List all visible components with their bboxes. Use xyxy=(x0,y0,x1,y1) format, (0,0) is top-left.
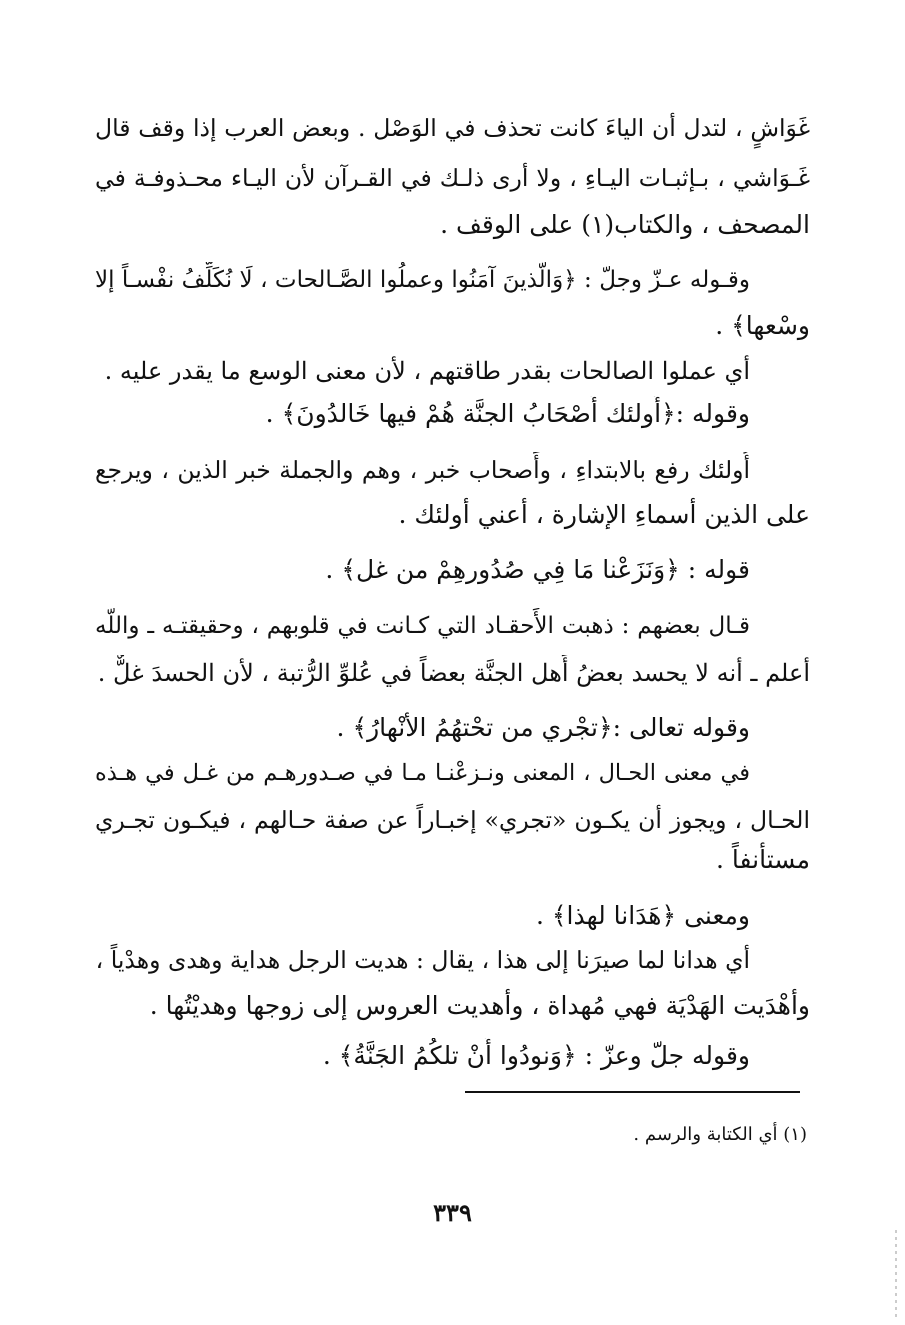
text-line: ومعنى ﴿هَدَانا لهذا﴾ . xyxy=(535,901,750,930)
page-number: ٣٣٩ xyxy=(433,1198,472,1227)
text-line: وقوله :﴿أُولئك أَصْحَابُ الجنَّة هُمْ فيها خَالدُونَ﴾ . xyxy=(265,399,750,428)
text-line: مستأنفاً . xyxy=(716,845,810,874)
text-line: أُولئك رفع بالابتداءِ ، وأَصحاب خبر ، وهم والجملة خبر الذين ، ويرجع xyxy=(95,456,750,484)
text-line: الحـال ، ويجوز أن يكـون «تجري» إخبـاراً عن صفة حـالهم ، فيكـون تجـري xyxy=(95,806,810,834)
text-line: غَوَاشٍ ، لتدل أن الياءَ كانت تحذف في الوَصْل . وبعض العرب إذا وقف قال xyxy=(95,114,810,142)
text-line: أي هدانا لما صيرَنا إلى هذا ، يقال : هديت الرجل هداية وهدى وهدْياً ، xyxy=(95,946,750,974)
footnote: (١) أي الكتابة والرسم . xyxy=(633,1124,807,1145)
text-line: المصحف ، والكتاب(١) على الوقف . xyxy=(440,210,810,239)
text-line: أي عملوا الصالحات بقدر طاقتهم ، لأن معنى الوسع ما يقدر عليه . xyxy=(104,357,750,385)
text-line: على الذين أسماءِ الإشارة ، أعني أولئك . xyxy=(398,500,810,529)
footnote-separator xyxy=(465,1091,800,1093)
text-line: وقوله جلّ وعزّ : ﴿وَنودُوا أَنْ تلكُمُ الجَنَّةُ﴾ . xyxy=(322,1041,750,1070)
text-line: في معنى الحـال ، المعنى ونـزعْنـا مـا في صـدورهـم من غـل في هـذه xyxy=(95,760,750,786)
text-line: قوله : ﴿وَنَزَعْنا مَا فِي صُدُورهِمْ من غل﴾ . xyxy=(325,555,750,584)
text-line: وقـوله عـزّ وجلّ : ﴿وَالَّذينَ آمَنُوا وعملُوا الصَّـالحات ، لَا نُكَلِّفُ نفْسـاً إلا xyxy=(95,267,750,293)
scan-edge-mark xyxy=(895,1230,897,1320)
text-line: أعلم ـ أنه لا يحسد بعضُ أَهل الجنَّة بعضاً في عُلوِّ الرُّتبة ، لأن الحسدَ غلٌّ . xyxy=(97,659,810,687)
text-line: قـال بعضهم : ذهبت الأَحقـاد التي كـانت في قلوبهم ، وحقيقتـه ـ واللّه xyxy=(95,613,750,639)
text-line: وقوله تعالى :﴿تجْري من تحْتهُمُ الأنْهارُ﴾ . xyxy=(336,713,750,742)
text-line: وسْعها﴾ . xyxy=(715,311,810,340)
text-line: غَـوَاشي ، بـإثبـات اليـاءِ ، ولا أرى ذلـك في القـرآن لأن اليـاء محـذوفـة في xyxy=(95,164,810,192)
text-line: وأهْدَيت الهَدْيَة فهي مُهداة ، وأهديت العروس إلى زوجها وهديْتُها . xyxy=(149,991,810,1020)
